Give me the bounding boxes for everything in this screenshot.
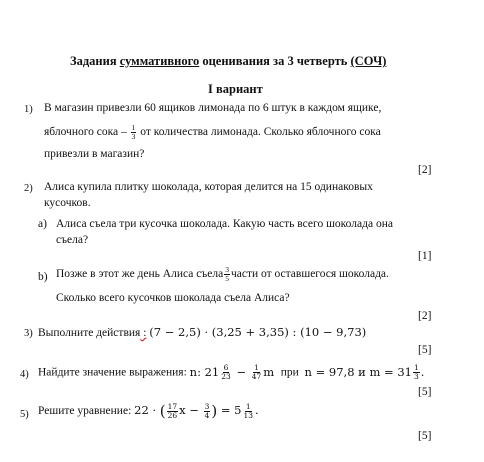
title-prefix: Задания [70, 54, 120, 68]
title-soch: (СОЧ) [350, 54, 387, 68]
task-4-line: Найдите значение выражения: n: 21 $\frac{6}{23}$ − $\frac{1}{47}$ m при n = 97,8 и m = 31 $\frac{1}{3}$ . [38, 363, 425, 381]
task-5-number: 5) [20, 409, 29, 420]
task-1-line-2: яблочного сока – $\frac{1}{3}$ от количества лимонада. Сколько яблочного сока [44, 123, 381, 141]
task-2-line-1: Алиса купила плитку шоколада, которая делится на 15 одинаковых [44, 181, 373, 193]
task-2b-points: [2] [418, 310, 432, 322]
task-5-line: Решите уравнение: 22 · ( $\frac{17}{26}$ x − $\frac{3}{4}$ ) = 5 $\frac{1}{13}$ . [38, 401, 259, 420]
task-2b-line-1: Позже в этот же день Алиса съела $\frac{3}{5}$ части от оставшегося шоколада. [56, 265, 389, 283]
task-2b-label: b) [38, 271, 48, 283]
task-5-points: [5] [418, 430, 432, 442]
task-2b-line-2: Сколько всего кусочков шоколада съела Алиса? [56, 292, 290, 304]
task-2-number: 2) [24, 183, 33, 194]
task-2a-line-1: Алиса съела три кусочка шоколада. Какую часть всего шоколада она [56, 218, 393, 230]
task-2b-fraction: $\frac{3}{5}$ [225, 265, 229, 283]
task-1-number: 1) [24, 104, 33, 115]
task-1-fraction: $\frac{1}{3}$ [131, 123, 136, 141]
task-3-expression: (7 − 2,5) · (3,25 + 3,35) : (10 − 9,73) [149, 325, 367, 339]
title-word: суммативного [119, 54, 200, 68]
task-2-line-2: кусочков. [44, 197, 91, 209]
title-middle: оценивания за 3 четверть [199, 54, 351, 68]
task-1-line-3: привезли в магазин? [44, 148, 145, 160]
task-3-points: [5] [418, 344, 432, 356]
task-4-expression: n: 21 $\frac{6}{23}$ − $\frac{1}{47}$ m [189, 363, 275, 381]
task-4-condition: n = 97,8 и m = 31 $\frac{1}{3}$ . [304, 363, 425, 381]
task-1-line-1: В магазин привезли 60 ящиков лимонада по 6 штук в каждом ящике, [44, 102, 382, 114]
variant-label: I вариант [208, 82, 263, 96]
task-5-equation: 22 · ( $\frac{17}{26}$ x − $\frac{3}{4}$ ) = 5 $\frac{1}{13}$ . [134, 401, 259, 420]
task-4-points: [5] [418, 386, 432, 398]
document-title [70, 54, 386, 69]
task-1-points: [2] [418, 164, 432, 176]
task-4-number: 4) [20, 369, 29, 380]
task-2a-label: a) [38, 218, 47, 230]
task-2a-points: [1] [418, 250, 432, 262]
task-3-number: 3) [24, 328, 33, 339]
task-2a-line-2: съела? [56, 234, 89, 246]
task-3-line: Выполните действия : (7 − 2,5) · (3,25 + 3,35) : (10 − 9,73) [38, 325, 367, 339]
